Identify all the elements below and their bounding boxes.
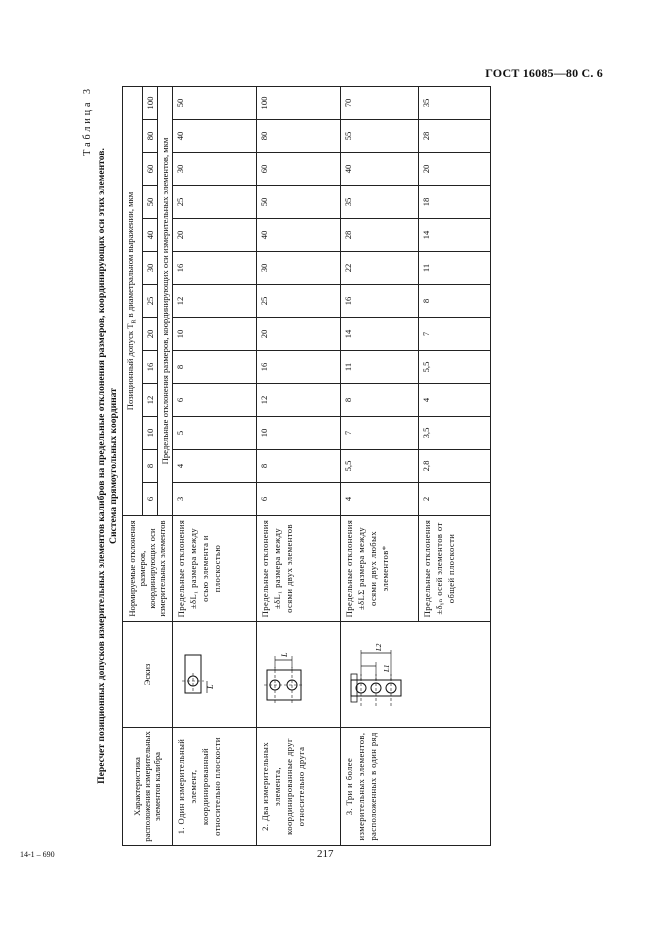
row2-v12: 80 (256, 120, 340, 153)
tol-25: 25 (142, 285, 157, 318)
row2-v13: 100 (256, 87, 340, 120)
row1-v4: 6 (172, 384, 256, 417)
row2-v3: 10 (256, 417, 340, 450)
table-caption: Таблица 3 (82, 86, 93, 156)
row2-sketch (256, 622, 340, 728)
row2-v7: 25 (256, 285, 340, 318)
page-header: ГОСТ 16085—80 С. 6 (485, 66, 603, 80)
row3-norm: Предельные отклонения ±δLΣ размера между осями двух любых элементов* (340, 516, 418, 622)
row3-v13: 70 (340, 87, 418, 120)
row1-v12: 40 (172, 120, 256, 153)
sketch-label-l2b: L2 (374, 644, 383, 652)
tol-30: 30 (142, 252, 157, 285)
table-title-line2: Система прямоугольных координат (108, 388, 119, 544)
row1-v3: 5 (172, 417, 256, 450)
col-header-pos-text: Позиционный допуск T (125, 323, 135, 411)
row3-v3: 7 (340, 417, 418, 450)
row2-v9: 40 (256, 219, 340, 252)
row3b-v7: 8 (418, 285, 490, 318)
row2-char: 2. Два измерительных элемента, координированные друг относительно друга (256, 728, 340, 846)
row2-v5: 16 (256, 351, 340, 384)
row2-v6: 20 (256, 318, 340, 351)
row3-v8: 22 (340, 252, 418, 285)
tol-16: 16 (142, 351, 157, 384)
row3b-v9: 14 (418, 219, 490, 252)
row3b-v6: 7 (418, 318, 490, 351)
row3-v4: 8 (340, 384, 418, 417)
row3-v2: 5,5 (340, 450, 418, 483)
row3b-v12: 28 (418, 120, 490, 153)
row3b-v2: 2,8 (418, 450, 490, 483)
table-row (256, 87, 340, 846)
table-title (96, 86, 120, 846)
tol-60: 60 (142, 153, 157, 186)
row3b-v3: 3,5 (418, 417, 490, 450)
page-number: 217 (317, 848, 334, 860)
footer-code: 14-1 – 690 (20, 850, 55, 859)
row3-v7: 16 (340, 285, 418, 318)
rotated-table-area (82, 86, 627, 846)
tol-20: 20 (142, 318, 157, 351)
row3b-v1: 2 (418, 483, 490, 516)
row1-v5: 8 (172, 351, 256, 384)
sketch-label-l1: L1 (382, 665, 391, 673)
two-elements-sketch-icon (263, 645, 303, 705)
row2-v11: 60 (256, 153, 340, 186)
row1-sketch (172, 622, 256, 728)
row3-v1: 4 (340, 483, 418, 516)
row3-v11: 40 (340, 153, 418, 186)
row3-v12: 55 (340, 120, 418, 153)
row3b-v11: 20 (418, 153, 490, 186)
tol-100: 100 (142, 87, 157, 120)
row2-v2: 8 (256, 450, 340, 483)
row1-norm: Предельные отклонения ±δL₁ размера между осью элемента и плоскостью (172, 516, 256, 622)
row3b-v13: 35 (418, 87, 490, 120)
row2-v4: 12 (256, 384, 340, 417)
tol-80: 80 (142, 120, 157, 153)
row3b-v8: 11 (418, 252, 490, 285)
row3-v6: 14 (340, 318, 418, 351)
tol-10: 10 (142, 417, 157, 450)
table-title-line1: Пересчет позиционных допусков измерительных элементов калибров на предельные отклонения размеров, координирующих оси этих элементов. (96, 148, 107, 784)
row3b-v4: 4 (418, 384, 490, 417)
row1-v8: 16 (172, 252, 256, 285)
col-header-dev: Предельные отклонения размеров, координирующих оси измерительных элементов, мкм (157, 87, 172, 516)
row1-v1: 3 (172, 483, 256, 516)
tol-12: 12 (142, 384, 157, 417)
row3-sketch (340, 622, 490, 728)
table-row (340, 87, 418, 846)
table-row (172, 87, 256, 846)
row2-v8: 30 (256, 252, 340, 285)
tol-6: 6 (142, 483, 157, 516)
col-header-pos-group (123, 87, 143, 516)
row2-norm: Предельные отклонения ±δL₁ размера между осями двух элементов (256, 516, 340, 622)
single-element-sketch-icon (179, 650, 213, 700)
row3b-v10: 18 (418, 186, 490, 219)
col-header-pos-tail: в диаметральном выражении, мкм (125, 191, 135, 320)
row1-v11: 30 (172, 153, 256, 186)
col-header-char: Характеристика расположения измерительных элементов калибра (123, 728, 173, 846)
row1-v10: 25 (172, 186, 256, 219)
row1-v6: 10 (172, 318, 256, 351)
row1-v2: 4 (172, 450, 256, 483)
row1-v7: 12 (172, 285, 256, 318)
row1-char: 1. Один измерительный элемент, координированный относительно плоскости (172, 728, 256, 846)
tol-8: 8 (142, 450, 157, 483)
three-elements-sketch-icon (347, 641, 407, 709)
row1-v9: 20 (172, 219, 256, 252)
tol-40: 40 (142, 219, 157, 252)
sketch-label-l: L (205, 685, 215, 690)
tolerance-table (122, 86, 491, 846)
table-header-row (123, 87, 143, 846)
col-header-norm: Нормируемые отклонения размеров, координирующих оси измерительных элементов (123, 516, 173, 622)
row3-v10: 35 (340, 186, 418, 219)
sketch-label-l2: L (279, 653, 289, 658)
col-header-pos-sub: R (131, 319, 138, 324)
row3-v5: 11 (340, 351, 418, 384)
row3b-norm: Предельные отклонения ±δᵧₙ осей элементов от общей плоскости (418, 516, 490, 622)
row2-v10: 50 (256, 186, 340, 219)
col-header-sketch: Эскиз (123, 622, 173, 728)
row3-v9: 28 (340, 219, 418, 252)
row3-char: 3. Три и более измерительных элементов, расположенных в один ряд (340, 728, 490, 846)
row2-v1: 6 (256, 483, 340, 516)
tol-50: 50 (142, 186, 157, 219)
row3b-v5: 5,5 (418, 351, 490, 384)
row1-v13: 50 (172, 87, 256, 120)
